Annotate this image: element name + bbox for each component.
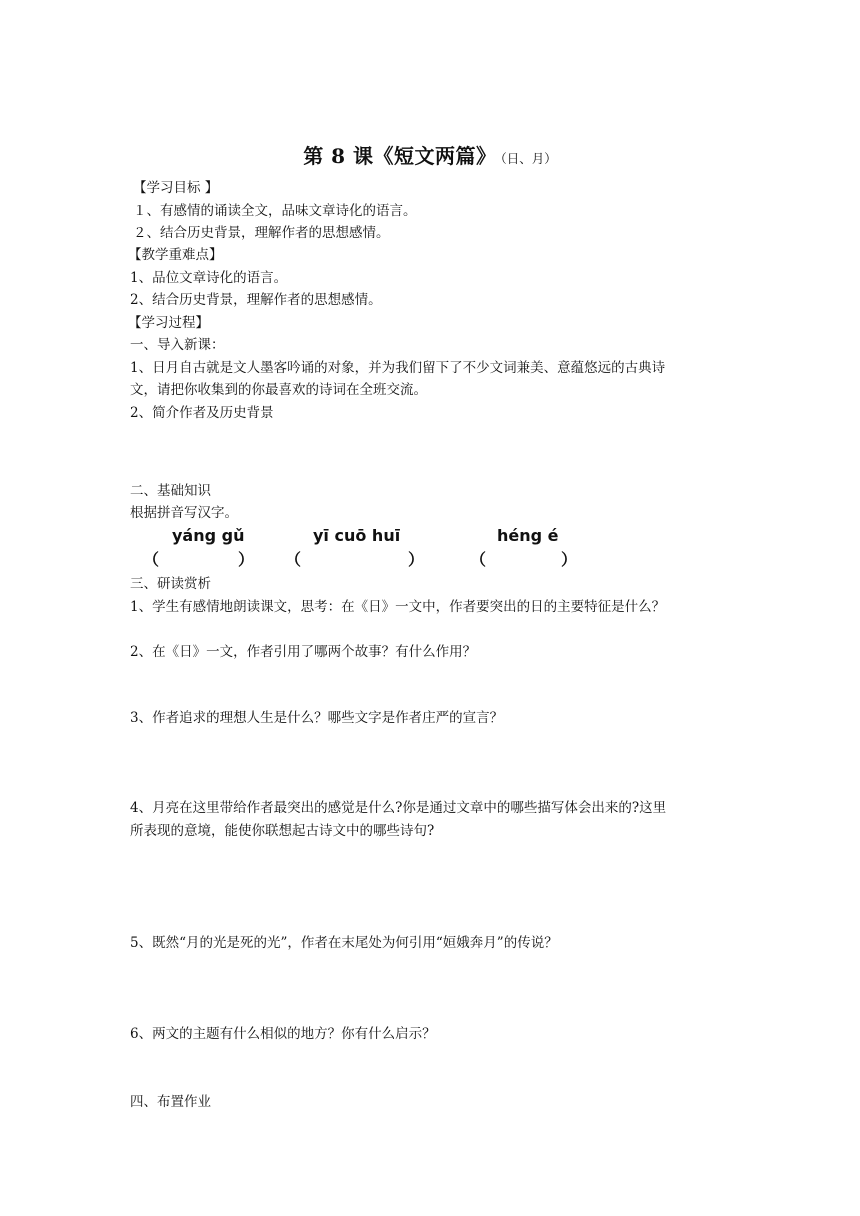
question-6: 6、两文的主题有什么相似的地方？你有什么启示？: [130, 1026, 436, 1042]
page-title: [0, 140, 860, 169]
pinyin-1: yáng gǔ: [172, 526, 245, 545]
goals-heading: 【学习目标 】: [133, 180, 219, 196]
answer-paren-close-2: ）: [408, 550, 425, 569]
question-3: 3、作者追求的理想人生是什么？哪些文字是作者庄严的宣言？: [130, 710, 504, 726]
goal-item-2: ２、结合历史背景，理解作者的思想感情。: [133, 225, 390, 241]
title-subtitle: （日、月）: [500, 151, 557, 166]
key-point-1: 1、品位文章诗化的语言。: [130, 270, 288, 286]
question-1: 1、学生有感情地朗读课文，思考：在《日》一文中，作者要突出的日的主要特征是什么？: [130, 599, 666, 615]
question-5: 5、既然“月的光是死的光”，作者在末尾处为何引用“姮娥奔月”的传说？: [130, 935, 558, 951]
part-2-heading: 二、基础知识: [130, 483, 211, 499]
part-3-heading: 三、研读赏析: [130, 576, 211, 592]
part-1-heading: 一、导入新课：: [130, 337, 225, 353]
process-heading: 【学习过程】: [128, 315, 209, 331]
question-4-line-2: 所表现的意境，能使你联想起古诗文中的哪些诗句?: [130, 823, 435, 839]
pinyin-2: yī cuō huī: [313, 526, 401, 545]
pinyin-3: héng é: [497, 526, 559, 545]
part-4-heading: 四、布置作业: [130, 1094, 211, 1110]
part-1-item-1-line-2: 文，请把你收集到的你最喜欢的诗词在全班交流。: [130, 382, 427, 398]
answer-paren-open-3: （: [470, 550, 487, 569]
question-2: 2、在《日》一文，作者引用了哪两个故事？有什么作用？: [130, 644, 477, 660]
title-main: 第 8 课《短文两篇》: [303, 144, 497, 168]
answer-paren-open-1: （: [143, 550, 160, 569]
answer-paren-open-2: （: [285, 550, 302, 569]
part-1-item-1-line-1: 1、日月自古就是文人墨客吟诵的对象，并为我们留下了不少文词兼美、意蕴悠远的古典诗: [130, 360, 666, 376]
question-4-line-1: 4、月亮在这里带给作者最突出的感觉是什么?你是通过文章中的哪些描写体会出来的?这里: [130, 800, 667, 816]
answer-paren-close-1: ）: [238, 550, 255, 569]
part-1-item-2: 2、简介作者及历史背景: [130, 405, 274, 421]
goal-item-1: １、有感情的诵读全文，品味文章诗化的语言。: [133, 203, 417, 219]
answer-paren-close-3: ）: [561, 550, 578, 569]
key-points-heading: 【教学重难点】: [128, 247, 223, 263]
key-point-2: 2、结合历史背景，理解作者的思想感情。: [130, 292, 382, 308]
pinyin-instruction: 根据拼音写汉字。: [130, 505, 238, 521]
